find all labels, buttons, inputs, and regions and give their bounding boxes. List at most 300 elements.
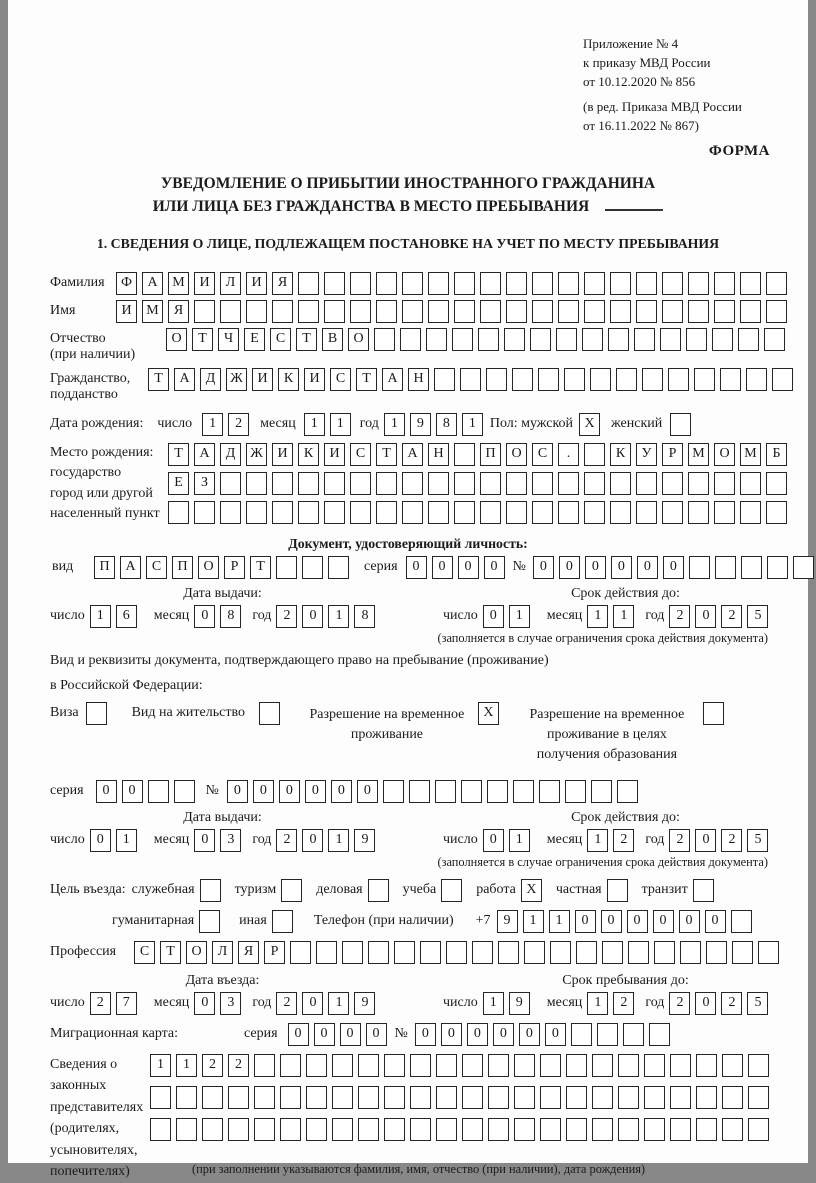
char-box[interactable]: Т (168, 443, 189, 466)
char-box[interactable] (706, 941, 727, 964)
char-box[interactable]: 0 (575, 910, 596, 933)
char-box[interactable] (565, 780, 586, 803)
char-box[interactable]: 0 (302, 829, 323, 852)
char-box[interactable] (462, 1054, 483, 1077)
char-box[interactable]: 3 (220, 992, 241, 1015)
char-box[interactable] (576, 941, 597, 964)
char-box[interactable] (514, 1118, 535, 1141)
char-box[interactable] (558, 472, 579, 495)
char-box[interactable] (616, 368, 637, 391)
char-box[interactable] (306, 1054, 327, 1077)
char-box[interactable] (670, 413, 691, 436)
char-box[interactable]: П (94, 556, 115, 579)
char-box[interactable] (670, 1086, 691, 1109)
char-box[interactable] (584, 472, 605, 495)
char-box[interactable] (446, 941, 467, 964)
char-box[interactable]: Т (160, 941, 181, 964)
char-box[interactable] (254, 1118, 275, 1141)
char-box[interactable] (662, 300, 683, 323)
char-box[interactable] (513, 780, 534, 803)
char-box[interactable]: 1 (483, 992, 504, 1015)
char-box[interactable] (394, 941, 415, 964)
char-box[interactable] (368, 879, 389, 902)
char-box[interactable] (410, 1086, 431, 1109)
char-box[interactable] (350, 272, 371, 295)
char-box[interactable] (472, 941, 493, 964)
char-box[interactable]: Е (168, 472, 189, 495)
char-box[interactable] (402, 300, 423, 323)
char-box[interactable] (722, 1118, 743, 1141)
char-box[interactable] (436, 1118, 457, 1141)
char-box[interactable] (584, 272, 605, 295)
char-box[interactable] (694, 368, 715, 391)
char-box[interactable]: 0 (194, 605, 215, 628)
char-box[interactable]: 1 (613, 605, 634, 628)
char-box[interactable] (556, 328, 577, 351)
char-box[interactable]: 1 (587, 829, 608, 852)
char-box[interactable] (592, 1118, 613, 1141)
char-box[interactable]: 1 (328, 992, 349, 1015)
char-box[interactable]: 8 (436, 413, 457, 436)
char-box[interactable]: 1 (509, 605, 530, 628)
char-box[interactable]: Ж (246, 443, 267, 466)
char-box[interactable] (618, 1086, 639, 1109)
char-box[interactable]: 0 (302, 992, 323, 1015)
char-box[interactable]: 9 (509, 992, 530, 1015)
char-box[interactable] (688, 501, 709, 524)
char-box[interactable]: 0 (484, 556, 505, 579)
char-box[interactable] (487, 780, 508, 803)
char-box[interactable] (174, 780, 195, 803)
char-box[interactable]: 2 (90, 992, 111, 1015)
char-box[interactable]: 2 (613, 829, 634, 852)
char-box[interactable]: 2 (721, 829, 742, 852)
char-box[interactable]: Р (264, 941, 285, 964)
char-box[interactable] (410, 1118, 431, 1141)
char-box[interactable] (488, 1054, 509, 1077)
char-box[interactable] (298, 501, 319, 524)
char-box[interactable] (764, 328, 785, 351)
char-box[interactable] (402, 272, 423, 295)
char-box[interactable]: 1 (330, 413, 351, 436)
char-box[interactable]: 0 (695, 992, 716, 1015)
char-box[interactable]: С (330, 368, 351, 391)
char-box[interactable]: Б (766, 443, 787, 466)
char-box[interactable]: 0 (366, 1023, 387, 1046)
char-box[interactable] (272, 910, 293, 933)
char-box[interactable] (436, 1054, 457, 1077)
char-box[interactable]: И (246, 272, 267, 295)
char-box[interactable]: О (348, 328, 369, 351)
char-box[interactable] (298, 272, 319, 295)
char-box[interactable]: 0 (441, 1023, 462, 1046)
char-box[interactable] (176, 1086, 197, 1109)
char-box[interactable]: 1 (523, 910, 544, 933)
char-box[interactable] (480, 472, 501, 495)
char-box[interactable] (582, 328, 603, 351)
char-box[interactable] (662, 501, 683, 524)
char-box[interactable] (506, 501, 527, 524)
char-box[interactable] (228, 1118, 249, 1141)
char-box[interactable] (732, 941, 753, 964)
char-box[interactable]: 2 (276, 829, 297, 852)
char-box[interactable] (584, 501, 605, 524)
char-box[interactable] (714, 272, 735, 295)
char-box[interactable]: 0 (601, 910, 622, 933)
char-box[interactable] (410, 1054, 431, 1077)
char-box[interactable] (602, 941, 623, 964)
char-box[interactable] (538, 368, 559, 391)
char-box[interactable] (402, 472, 423, 495)
char-box[interactable] (220, 300, 241, 323)
char-box[interactable] (610, 300, 631, 323)
char-box[interactable] (636, 472, 657, 495)
char-box[interactable]: 1 (549, 910, 570, 933)
char-box[interactable]: 2 (228, 1054, 249, 1077)
char-box[interactable] (409, 780, 430, 803)
char-box[interactable] (670, 1054, 691, 1077)
char-box[interactable] (332, 1118, 353, 1141)
char-box[interactable] (524, 941, 545, 964)
char-box[interactable]: Р (224, 556, 245, 579)
char-box[interactable] (532, 300, 553, 323)
char-box[interactable] (628, 941, 649, 964)
char-box[interactable] (738, 328, 759, 351)
char-box[interactable] (766, 472, 787, 495)
char-box[interactable] (731, 910, 752, 933)
char-box[interactable] (280, 1086, 301, 1109)
char-box[interactable]: 2 (669, 992, 690, 1015)
char-box[interactable] (358, 1118, 379, 1141)
char-box[interactable]: А (194, 443, 215, 466)
char-box[interactable] (324, 272, 345, 295)
char-box[interactable] (376, 300, 397, 323)
char-box[interactable]: М (168, 272, 189, 295)
char-box[interactable]: 0 (288, 1023, 309, 1046)
char-box[interactable]: 1 (176, 1054, 197, 1077)
char-box[interactable] (150, 1118, 171, 1141)
char-box[interactable]: 1 (202, 413, 223, 436)
char-box[interactable] (488, 1118, 509, 1141)
char-box[interactable]: 1 (384, 413, 405, 436)
char-box[interactable] (441, 879, 462, 902)
char-box[interactable]: . (558, 443, 579, 466)
char-box[interactable] (688, 300, 709, 323)
char-box[interactable] (504, 328, 525, 351)
char-box[interactable] (358, 1086, 379, 1109)
char-box[interactable] (328, 556, 349, 579)
char-box[interactable]: 0 (705, 910, 726, 933)
char-box[interactable] (498, 941, 519, 964)
char-box[interactable] (758, 941, 779, 964)
char-box[interactable]: X (521, 879, 542, 902)
char-box[interactable]: К (298, 443, 319, 466)
char-box[interactable]: Я (168, 300, 189, 323)
char-box[interactable] (793, 556, 814, 579)
char-box[interactable] (199, 910, 220, 933)
char-box[interactable] (384, 1086, 405, 1109)
char-box[interactable]: 0 (432, 556, 453, 579)
char-box[interactable]: 0 (122, 780, 143, 803)
char-box[interactable]: О (506, 443, 527, 466)
char-box[interactable]: В (322, 328, 343, 351)
char-box[interactable]: Т (356, 368, 377, 391)
char-box[interactable] (607, 879, 628, 902)
char-box[interactable] (688, 272, 709, 295)
char-box[interactable]: 5 (747, 992, 768, 1015)
char-box[interactable] (480, 300, 501, 323)
char-box[interactable]: 0 (545, 1023, 566, 1046)
char-box[interactable]: 2 (721, 605, 742, 628)
char-box[interactable] (766, 501, 787, 524)
char-box[interactable]: Т (296, 328, 317, 351)
char-box[interactable] (246, 501, 267, 524)
char-box[interactable]: 0 (406, 556, 427, 579)
char-box[interactable] (350, 300, 371, 323)
char-box[interactable]: 9 (354, 992, 375, 1015)
char-box[interactable] (532, 501, 553, 524)
char-box[interactable] (592, 1054, 613, 1077)
char-box[interactable] (714, 501, 735, 524)
char-box[interactable] (280, 1054, 301, 1077)
char-box[interactable] (668, 368, 689, 391)
char-box[interactable] (636, 272, 657, 295)
char-box[interactable] (276, 556, 297, 579)
char-box[interactable] (298, 472, 319, 495)
char-box[interactable] (400, 328, 421, 351)
char-box[interactable] (376, 472, 397, 495)
char-box[interactable] (662, 272, 683, 295)
char-box[interactable] (644, 1086, 665, 1109)
char-box[interactable]: 0 (483, 605, 504, 628)
char-box[interactable] (680, 941, 701, 964)
char-box[interactable] (696, 1086, 717, 1109)
char-box[interactable] (272, 472, 293, 495)
char-box[interactable] (566, 1054, 587, 1077)
char-box[interactable] (566, 1118, 587, 1141)
char-box[interactable] (194, 300, 215, 323)
char-box[interactable] (506, 472, 527, 495)
char-box[interactable]: X (579, 413, 600, 436)
char-box[interactable]: 3 (220, 829, 241, 852)
char-box[interactable] (767, 556, 788, 579)
char-box[interactable] (608, 328, 629, 351)
char-box[interactable]: 2 (613, 992, 634, 1015)
char-box[interactable] (636, 300, 657, 323)
char-box[interactable]: Д (200, 368, 221, 391)
char-box[interactable]: 0 (695, 605, 716, 628)
char-box[interactable] (420, 941, 441, 964)
char-box[interactable] (740, 472, 761, 495)
char-box[interactable] (720, 368, 741, 391)
char-box[interactable] (480, 272, 501, 295)
char-box[interactable] (281, 879, 302, 902)
char-box[interactable] (332, 1054, 353, 1077)
char-box[interactable] (358, 1054, 379, 1077)
char-box[interactable] (766, 300, 787, 323)
char-box[interactable] (298, 300, 319, 323)
char-box[interactable]: 0 (194, 829, 215, 852)
char-box[interactable]: 1 (116, 829, 137, 852)
char-box[interactable]: С (146, 556, 167, 579)
char-box[interactable] (714, 300, 735, 323)
char-box[interactable]: К (278, 368, 299, 391)
char-box[interactable] (462, 1086, 483, 1109)
char-box[interactable] (306, 1118, 327, 1141)
char-box[interactable]: 1 (587, 992, 608, 1015)
char-box[interactable]: Т (192, 328, 213, 351)
char-box[interactable]: 0 (533, 556, 554, 579)
char-box[interactable] (617, 780, 638, 803)
char-box[interactable] (428, 272, 449, 295)
char-box[interactable] (176, 1118, 197, 1141)
char-box[interactable] (540, 1118, 561, 1141)
char-box[interactable] (486, 368, 507, 391)
char-box[interactable] (766, 272, 787, 295)
char-box[interactable]: 0 (637, 556, 658, 579)
char-box[interactable] (660, 328, 681, 351)
char-box[interactable] (506, 272, 527, 295)
char-box[interactable] (478, 328, 499, 351)
char-box[interactable] (550, 941, 571, 964)
char-box[interactable]: 0 (493, 1023, 514, 1046)
char-box[interactable] (686, 328, 707, 351)
char-box[interactable]: 0 (415, 1023, 436, 1046)
char-box[interactable] (454, 472, 475, 495)
char-box[interactable]: 8 (354, 605, 375, 628)
char-box[interactable] (228, 1086, 249, 1109)
char-box[interactable] (368, 941, 389, 964)
char-box[interactable]: Ф (116, 272, 137, 295)
char-box[interactable] (662, 472, 683, 495)
char-box[interactable]: И (324, 443, 345, 466)
char-box[interactable] (746, 368, 767, 391)
char-box[interactable]: Я (272, 272, 293, 295)
char-box[interactable] (512, 368, 533, 391)
char-box[interactable] (514, 1054, 535, 1077)
char-box[interactable]: 0 (314, 1023, 335, 1046)
char-box[interactable] (461, 780, 482, 803)
char-box[interactable] (383, 780, 404, 803)
char-box[interactable]: И (252, 368, 273, 391)
char-box[interactable]: И (304, 368, 325, 391)
char-box[interactable] (610, 272, 631, 295)
char-box[interactable] (324, 300, 345, 323)
char-box[interactable]: Н (428, 443, 449, 466)
char-box[interactable]: Н (408, 368, 429, 391)
char-box[interactable] (462, 1118, 483, 1141)
char-box[interactable] (514, 1086, 535, 1109)
char-box[interactable] (86, 702, 107, 725)
char-box[interactable]: К (610, 443, 631, 466)
char-box[interactable] (540, 1054, 561, 1077)
char-box[interactable]: 9 (354, 829, 375, 852)
char-box[interactable]: С (532, 443, 553, 466)
char-box[interactable] (636, 501, 657, 524)
char-box[interactable]: И (194, 272, 215, 295)
char-box[interactable] (324, 501, 345, 524)
char-box[interactable]: 0 (90, 829, 111, 852)
char-box[interactable] (306, 1086, 327, 1109)
char-box[interactable] (644, 1054, 665, 1077)
char-box[interactable]: 1 (509, 829, 530, 852)
char-box[interactable] (571, 1023, 592, 1046)
char-box[interactable]: 0 (340, 1023, 361, 1046)
char-box[interactable]: 0 (611, 556, 632, 579)
char-box[interactable] (460, 368, 481, 391)
char-box[interactable] (741, 556, 762, 579)
char-box[interactable] (332, 1086, 353, 1109)
char-box[interactable] (618, 1118, 639, 1141)
char-box[interactable]: Ж (226, 368, 247, 391)
char-box[interactable] (540, 1086, 561, 1109)
char-box[interactable] (220, 472, 241, 495)
char-box[interactable]: 5 (747, 605, 768, 628)
char-box[interactable] (558, 501, 579, 524)
char-box[interactable] (644, 1118, 665, 1141)
char-box[interactable]: 1 (304, 413, 325, 436)
char-box[interactable] (740, 501, 761, 524)
char-box[interactable]: Л (212, 941, 233, 964)
char-box[interactable] (454, 501, 475, 524)
char-box[interactable]: Я (238, 941, 259, 964)
char-box[interactable]: 2 (202, 1054, 223, 1077)
char-box[interactable] (592, 1086, 613, 1109)
char-box[interactable] (506, 300, 527, 323)
char-box[interactable] (564, 368, 585, 391)
char-box[interactable]: 0 (96, 780, 117, 803)
char-box[interactable]: 5 (747, 829, 768, 852)
char-box[interactable]: 0 (458, 556, 479, 579)
char-box[interactable] (428, 300, 449, 323)
char-box[interactable]: 0 (679, 910, 700, 933)
char-box[interactable] (454, 272, 475, 295)
char-box[interactable]: Л (220, 272, 241, 295)
char-box[interactable] (202, 1118, 223, 1141)
char-box[interactable] (290, 941, 311, 964)
char-box[interactable] (246, 472, 267, 495)
char-box[interactable]: О (166, 328, 187, 351)
char-box[interactable] (402, 501, 423, 524)
char-box[interactable]: 0 (194, 992, 215, 1015)
char-box[interactable]: 6 (116, 605, 137, 628)
char-box[interactable]: 0 (302, 605, 323, 628)
char-box[interactable] (150, 1086, 171, 1109)
char-box[interactable]: X (478, 702, 499, 725)
char-box[interactable]: А (142, 272, 163, 295)
char-box[interactable]: О (186, 941, 207, 964)
char-box[interactable] (654, 941, 675, 964)
char-box[interactable] (712, 328, 733, 351)
char-box[interactable] (376, 501, 397, 524)
char-box[interactable] (342, 941, 363, 964)
char-box[interactable] (740, 300, 761, 323)
char-box[interactable] (670, 1118, 691, 1141)
char-box[interactable] (350, 501, 371, 524)
char-box[interactable] (696, 1054, 717, 1077)
char-box[interactable] (623, 1023, 644, 1046)
char-box[interactable]: 2 (228, 413, 249, 436)
char-box[interactable]: 2 (276, 605, 297, 628)
char-box[interactable] (748, 1086, 769, 1109)
char-box[interactable] (688, 472, 709, 495)
char-box[interactable] (618, 1054, 639, 1077)
char-box[interactable] (558, 272, 579, 295)
char-box[interactable]: 0 (627, 910, 648, 933)
char-box[interactable]: 1 (462, 413, 483, 436)
char-box[interactable]: А (174, 368, 195, 391)
char-box[interactable] (722, 1054, 743, 1077)
